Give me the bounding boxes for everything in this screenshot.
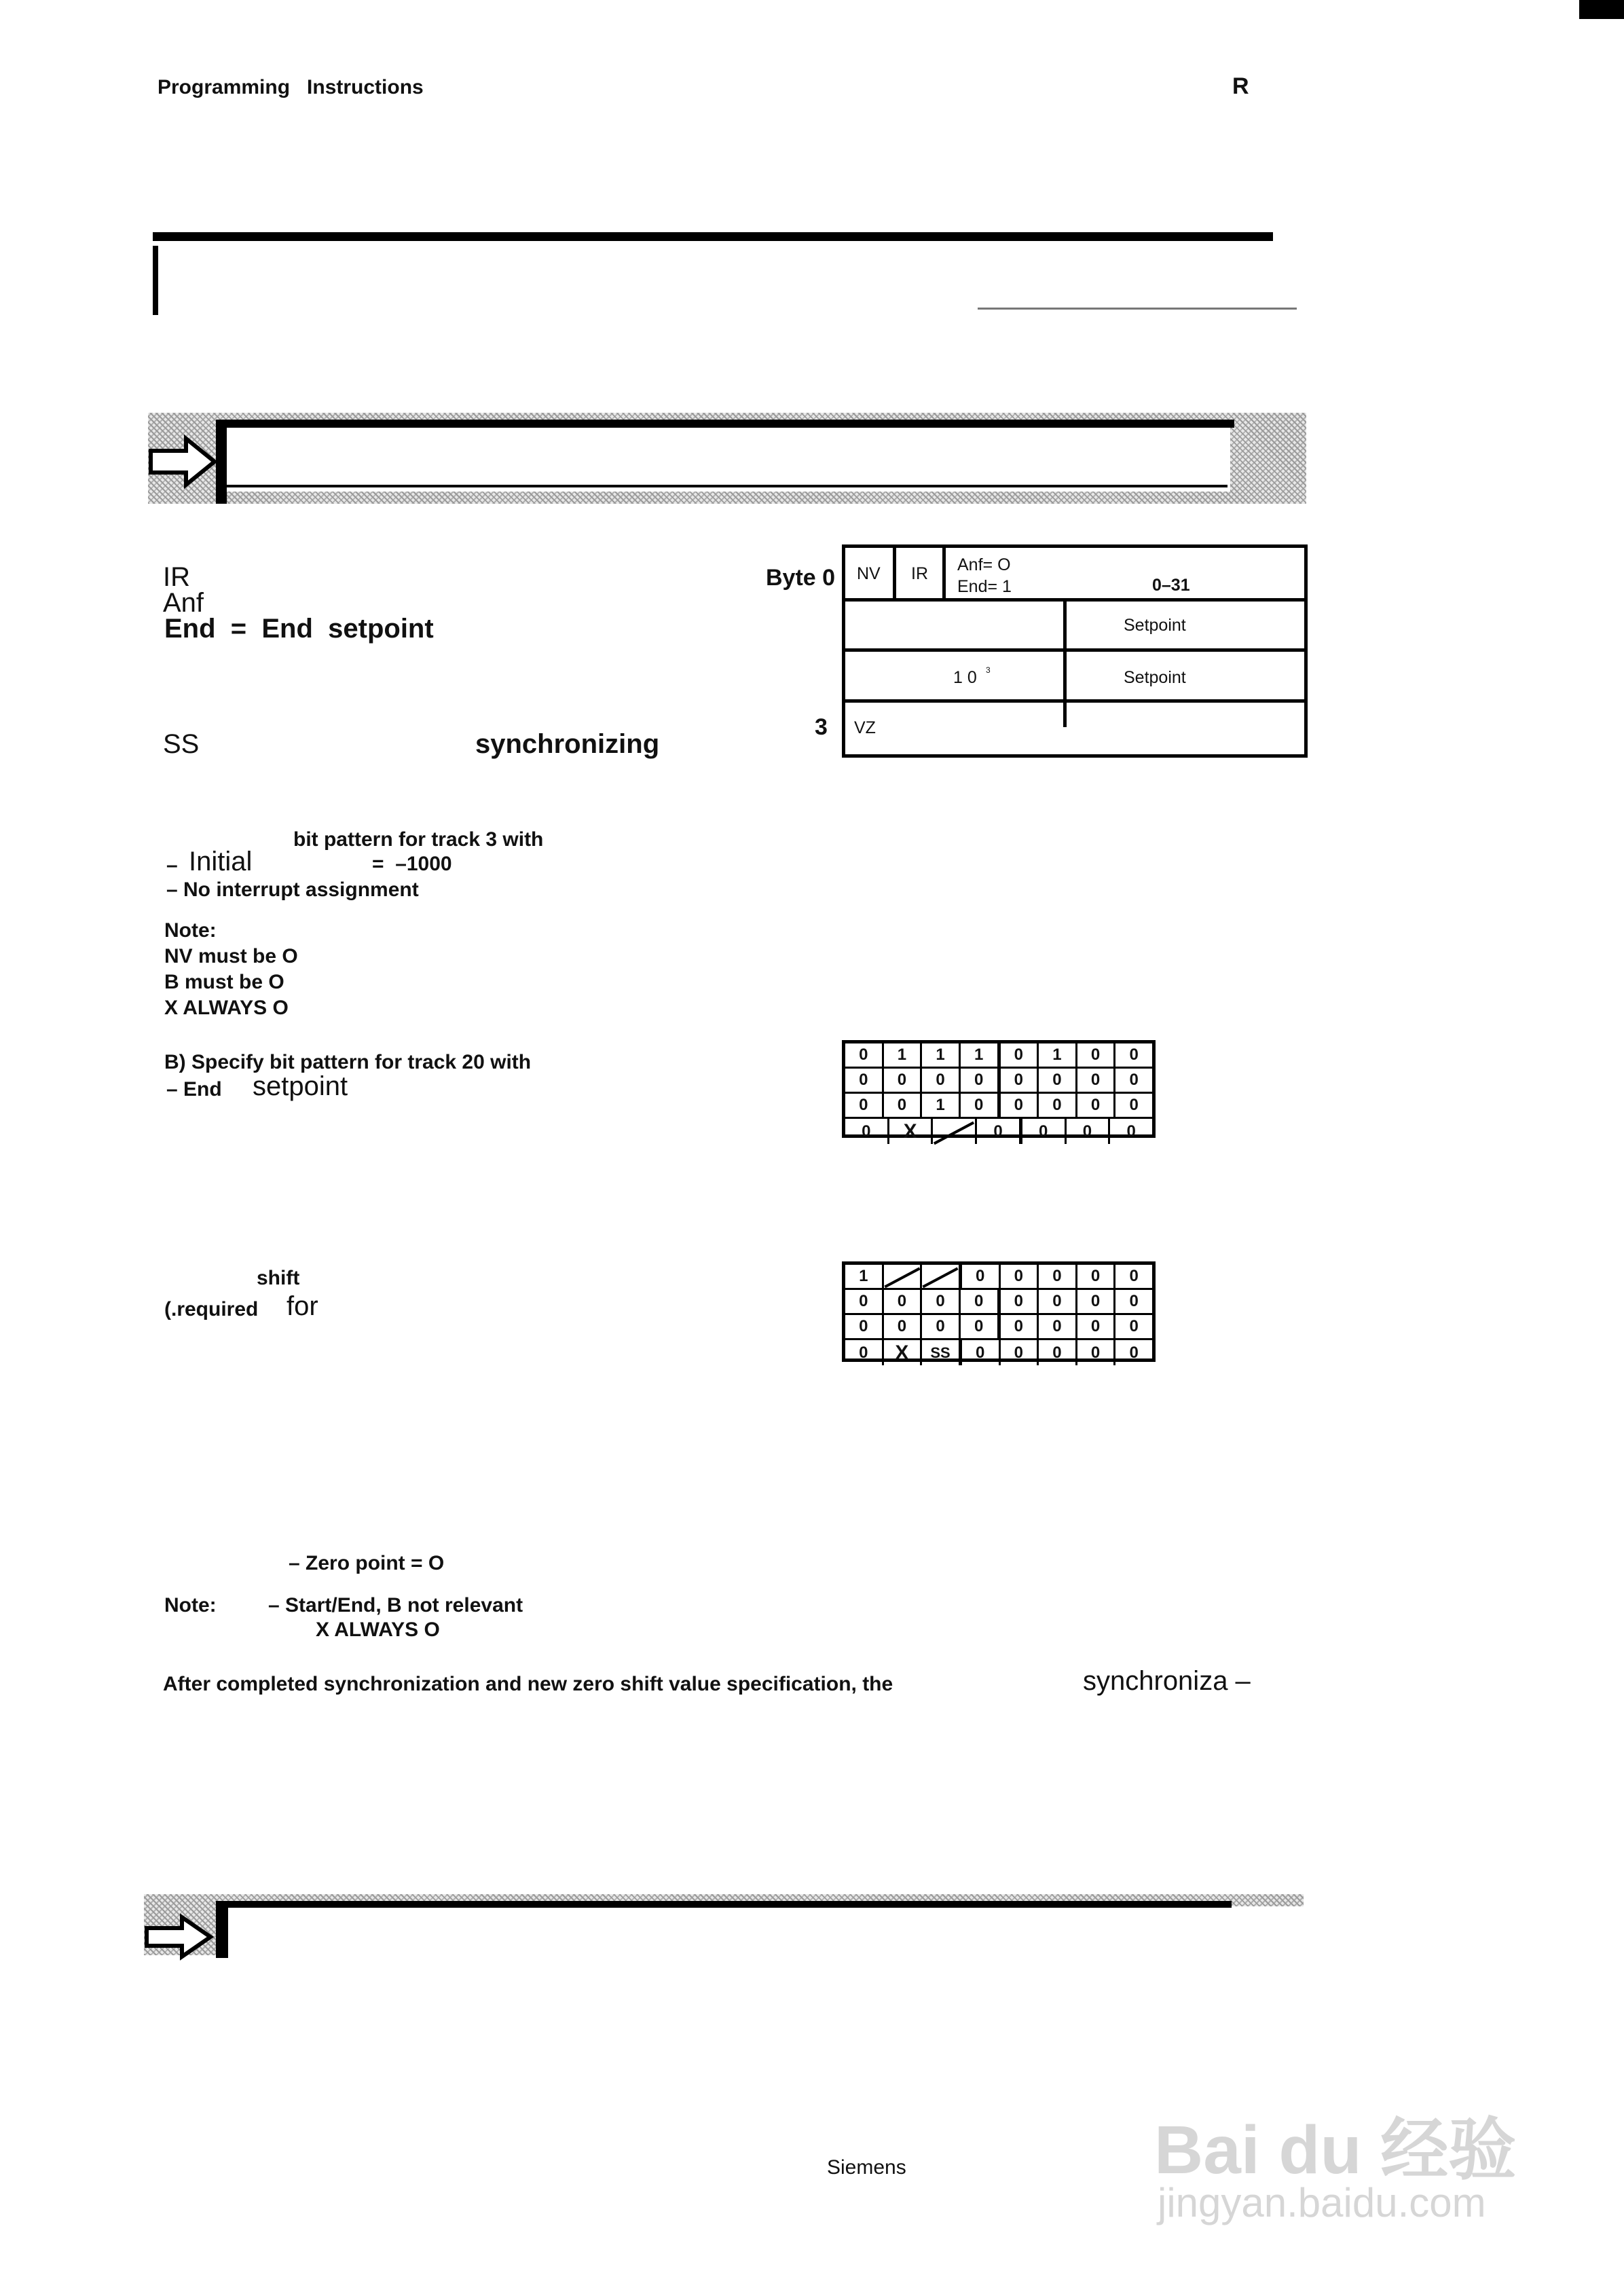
anf-label: Anf [163,588,204,618]
nv-divider [893,544,896,602]
note-a-2: B must be O [164,971,284,993]
bit-cell: 0 [1077,1315,1116,1338]
bit-row [845,1043,1152,1069]
left-vertical-rule [153,246,158,315]
bit-cell: 0 [845,1094,884,1117]
bit-row [845,1069,1152,1094]
bit-cell: 0 [1039,1094,1077,1117]
bit-cell: 0 [845,1069,884,1092]
ir-divider [942,544,946,602]
example-b-setpoint: setpoint [253,1071,348,1101]
synchronizing-label: synchronizing [475,729,660,759]
ten-superscript: 3 [986,665,991,675]
bit-cell: 0 [1077,1340,1116,1365]
bit-cell-ss: SS [922,1340,962,1365]
example-c-shift: shift [257,1267,300,1289]
bit-cell: 0 [1001,1290,1039,1313]
bit-cell: 1 [845,1265,884,1288]
banner2-black-bar-left [216,1901,228,1958]
example-a-dash: – [166,854,178,876]
banner-inner-white [217,420,1230,492]
bit-cell: 0 [1001,1094,1039,1117]
example-c-required: (.required [164,1298,259,1320]
ir-cell: IR [911,564,928,583]
bit-cell: 0 [845,1315,884,1338]
bit-cell: 1 [961,1043,1001,1067]
bit-row [845,1340,1152,1365]
bit-cell: 0 [845,1290,884,1313]
end-setpoint-line: End = End setpoint [164,614,434,644]
bit-cell: 0 [1067,1119,1111,1144]
watermark-logo: Bai du 经验 [1154,2112,1517,2188]
bit-cell-slashed [884,1265,923,1288]
bit-cell: 0 [1039,1290,1077,1313]
bit-cell: 0 [845,1119,889,1144]
bit-cell-x: X [889,1119,934,1144]
bit-cell: 0 [884,1094,923,1117]
bit-row [845,1315,1152,1340]
bit-cell: 1 [884,1043,923,1067]
note-title-d: Note: [164,1594,217,1616]
bit-cell: 0 [961,1094,1001,1117]
bit-cell: 0 [1129,1317,1139,1335]
bit-row [845,1265,1152,1290]
bit-cell: 0 [1077,1043,1116,1067]
banner2-top-line [216,1901,1232,1908]
byte3-row [842,699,1308,758]
bit-cell: 0 [1001,1340,1039,1365]
banner2-inner-white [217,1906,1304,1955]
setpoint-cell-2: Setpoint [1124,668,1186,687]
bit-pattern-grid-track20 [842,1040,1156,1143]
bit-cell: 0 [1077,1069,1116,1092]
byte2-row [842,648,1308,703]
bit-cell: 1 [922,1043,961,1067]
bit-cell: 0 [884,1290,923,1313]
bit-cell: 0 [1039,1340,1077,1365]
footer-brand: Siemens [827,2156,906,2179]
banner-bottom-line [216,485,1228,487]
bit-cell: 0 [1039,1069,1077,1092]
bit-cell: 0 [884,1315,923,1338]
watermark-url: jingyan.baidu.com [1158,2180,1486,2225]
note-a-1: NV must be O [164,945,298,967]
bit-cell: 0 [845,1340,884,1365]
bit-cell: 0 [1129,1046,1139,1064]
bit-cell: 1 [1039,1043,1077,1067]
ss-label: SS [163,729,200,759]
bit-cell: 0 [1077,1290,1116,1313]
example-b-prefix: – End [166,1078,222,1101]
bit-cell: 0 [1129,1343,1139,1362]
byte0-label: Byte 0 [766,565,836,591]
example-a-initial: Initial [189,847,253,876]
closing-trail: synchroniza – [1083,1666,1251,1696]
example-b-line1: B) Specify bit pattern for track 20 with [164,1051,532,1073]
bit-cell: 0 [1129,1292,1139,1310]
bit-cell: 0 [922,1290,961,1313]
bit-cell-x: X [884,1340,923,1365]
bit-cell: 0 [961,1315,1001,1338]
end-cell: End= 1 [957,577,1012,596]
setpoint-cell-1: Setpoint [1124,616,1186,635]
closing-sentence: After completed synchronization and new zero shift value specification, the [163,1673,893,1695]
bit-cell: 0 [977,1119,1022,1144]
page-header-left: Programming Instructions [158,76,424,98]
corner-marker [1579,0,1624,19]
bit-cell-slashed [933,1119,977,1144]
bit-cell: 0 [962,1265,1001,1288]
example-a-line1: bit pattern for track 3 with [293,828,544,851]
anf-cell: Anf= O [957,555,1011,574]
bit-cell: 0 [1129,1267,1139,1285]
ten-cell: 1 0 [953,668,977,687]
bit-cell: 0 [1077,1265,1116,1288]
bit-cell: 0 [845,1043,884,1067]
banner-top-line [216,420,1234,428]
arrow-right-icon [148,435,219,489]
bit-cell: 1 [922,1094,961,1117]
bit-row [845,1119,1152,1144]
bit-cell: 0 [1001,1043,1039,1067]
note-d-1: – Start/End, B not relevant [268,1594,523,1616]
ir-label: IR [163,562,190,592]
page-header-right: R [1232,73,1249,99]
bit-row [845,1290,1152,1315]
bit-cell: 0 [961,1069,1001,1092]
example-a-line3: – No interrupt assignment [166,879,419,901]
example-c-for: for [287,1291,318,1321]
bit-cell-slashed [922,1265,962,1288]
range-cell: 0–31 [1152,576,1190,595]
note-d-2: X ALWAYS O [316,1619,440,1641]
bit-cell: 0 [962,1340,1001,1365]
bit-cell: 0 [1077,1094,1116,1117]
vz-cell: VZ [854,718,876,737]
bit-cell: 0 [1001,1315,1039,1338]
example-a-value: = –1000 [372,853,452,875]
bit-pattern-grid-zero-shift [842,1261,1156,1362]
bit-cell: 0 [1039,1315,1077,1338]
bit-cell: 0 [1022,1119,1067,1144]
bit-cell: 0 [922,1069,961,1092]
arrow-right-icon [144,1913,215,1961]
faint-rule [978,308,1297,310]
zero-point-line: – Zero point = O [289,1552,445,1574]
bit-cell: 0 [884,1069,923,1092]
note-a-3: X ALWAYS O [164,997,289,1019]
top-rule [153,232,1273,241]
bit-cell: 0 [1001,1069,1039,1092]
bit-cell: 0 [922,1315,961,1338]
byte3-label: 3 [815,714,828,740]
byte1-row [842,598,1308,652]
bit-cell: 0 [1126,1122,1136,1141]
bit-row [845,1094,1152,1119]
nv-cell: NV [857,564,881,583]
bit-cell: 0 [1001,1265,1039,1288]
bit-cell: 0 [961,1290,1001,1313]
note-title-a: Note: [164,919,217,942]
bit-cell: 0 [1129,1096,1139,1114]
bit-cell: 0 [1039,1265,1077,1288]
bit-cell: 0 [1129,1071,1139,1089]
